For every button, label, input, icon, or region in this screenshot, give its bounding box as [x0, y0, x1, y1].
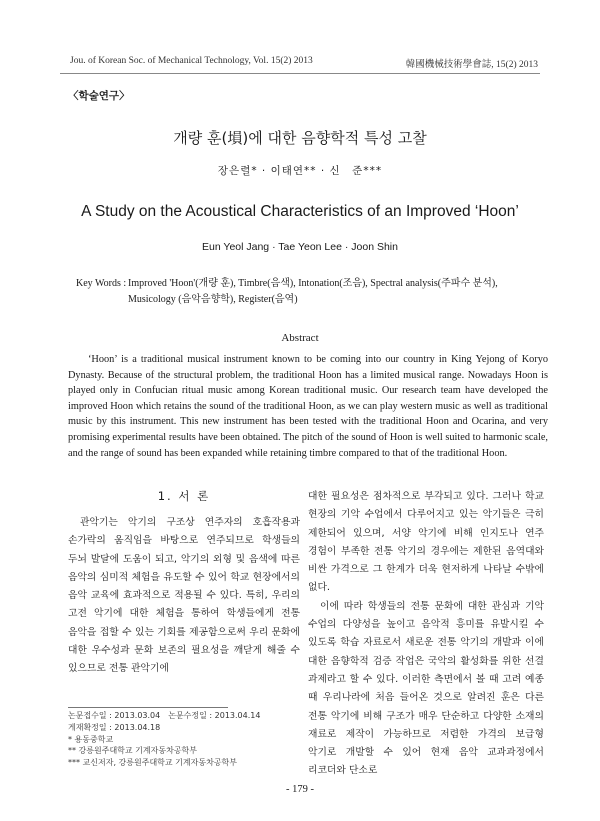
footnote-dates-2: 게재확정일 : 2013.04.18 [68, 722, 161, 732]
footnote-affiliation-3: *** 교신저자, 강릉원주대학교 기계자동차공학부 [68, 758, 238, 768]
keywords-list: Improved 'Hoon'(개량 훈), Timbre(음색), Intonation(조음), Spectral analysis(주파수 분석), Musicology (음악음향학), Register(음역) [128, 278, 498, 305]
header-divider [60, 73, 540, 74]
paper-title-english: A Study on the Acoustical Characteristics of an Improved ‘Hoon’ [81, 203, 519, 220]
footnote-affiliation-1: * 용동중학교 [68, 734, 114, 744]
intro-paragraph-2: 이에 따라 학생들의 전통 문화에 대한 관심과 기악 수업의 다양성을 높이고 음악적 흥미를 유발시킬 수 있도록 학습 자료로서 새로운 전통 악기의 개발과 이에 대한 음향학적 검증 작업은 국악의 활성화를 위한 선결 과제라고 할 수 있다. 이러한 측면에서 볼 때 고려 예종 때 우리나라에 처음 들어온 것으로 알려진 훈은 다른 전통 악기에 비해 구조가 매우 단순하고 다양한 소재의 재료로 제작이 가능하므로 저렴한 가격의 보급형 악기로 개발할 수 있어 현재 음악 교과과정에서 리코더와 단소로 [308, 600, 544, 777]
right-column [308, 488, 544, 781]
authors-english: Eun Yeol Jang · Tae Yeon Lee · Joon Shin [202, 241, 398, 253]
intro-paragraph-1: 관악기는 악기의 구조상 연주자의 호흡작용과 손가락의 움직임을 바탕으로 연주되므로 학생들의 두뇌 발달에 도움이 되고, 악기의 외형 및 음색에 따른 음악의 심미적 체험을 유도할 수 있어 학교 현장에서의 음악 교육에 효과적으로 적용될 수 있다. 특히, 우리의 고전 악기에 대한 체험을 통하여 학생들에게 전통 음악을 접할 수 있는 기회를 제공함으로써 우리 문화에 대한 우수성과 문화 보존의 필요성을 깨닫게 해줄 수 있으므로 전통 관악기에 [68, 517, 300, 675]
section-heading-introduction: 1. 서 론 [157, 489, 211, 503]
running-header-journal-korean: 韓國機械技術學會誌, 15(2) 2013 [405, 60, 538, 70]
page-number: - 179 - [286, 784, 314, 795]
abstract-body: ‘Hoon’ is a traditional musical instrument known to be coming into our country in King Yejong of Koryo Dynasty. Because of the structural problem, the traditional Hoon has a limited musical range. Nowadays Hoon is played only in Confucian ritual music among Korean traditional music. Our research team have developed the improved Hoon which retains the sound of the traditional Hoon, as we can play western music as well as traditional music by this instrument. This new instrument has been tested with the traditional Hoon and Ocarina, and very promising experimental results have been obtained. The pitch of the sound of Hoon is well suited to harmonic scale, and the range of sound has been expanded while retaining timbre compared to that of the traditional Hoon. [68, 354, 548, 459]
running-header-journal: Jou. of Korean Soc. of Mechanical Technology, Vol. 15(2) 2013 [70, 56, 313, 66]
abstract-heading: Abstract [281, 332, 319, 344]
paper-title-korean: 개량 훈(塤)에 대한 음향학적 특성 고찰 [173, 129, 427, 147]
keywords-label: Key Words : [76, 278, 127, 289]
footnote-divider [68, 707, 228, 708]
footnote-dates-1: 논문접수일 : 2013.03.04 논문수정일 : 2013.04.14 [68, 711, 261, 720]
authors-korean: 장은렬* · 이태연** · 신 준*** [217, 165, 383, 177]
article-category: 〈학술연구〉 [68, 90, 130, 102]
footnote-affiliation-2: ** 강릉원주대학교 기계자동차공학부 [68, 746, 198, 756]
footnotes [68, 710, 300, 769]
left-column [68, 488, 300, 679]
intro-paragraph-1-continued: 대한 필요성은 점차적으로 부각되고 있다. 그러나 학교 현장의 기악 수업에서 다루어지고 있는 악기들은 극히 제한되어 있으며, 서양 악기에 비해 인지도나 연주 경험이 부족한 전통 악기의 경우에는 제한된 음역대와 비싼 가격으로 그 한계가 더욱 현저하게 나타날 수밖에 없다. [308, 491, 544, 594]
